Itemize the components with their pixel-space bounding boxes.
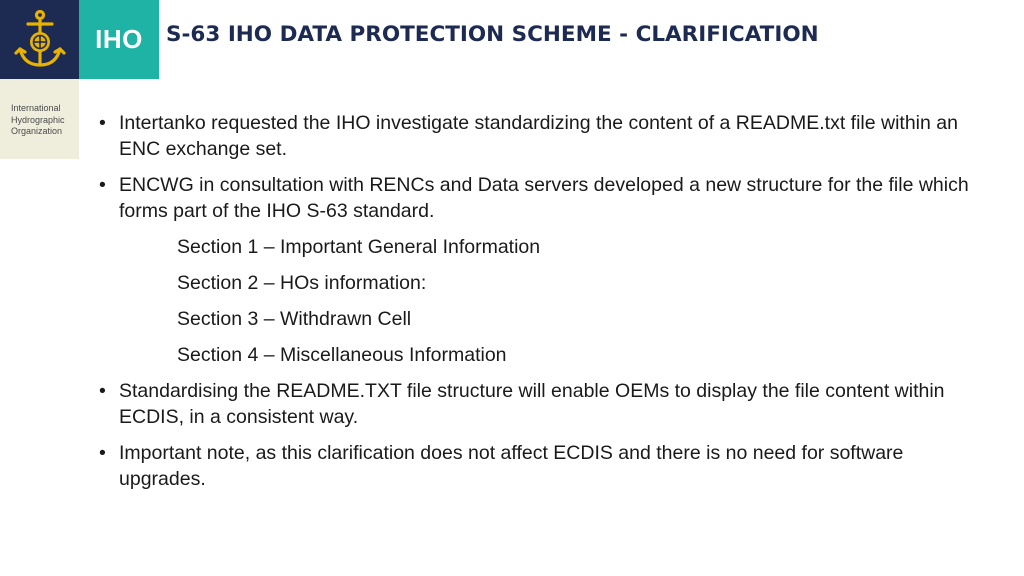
organization-name-panel xyxy=(0,79,79,159)
slide-content xyxy=(97,110,987,502)
iho-emblem xyxy=(0,0,79,79)
organization-name: International Hydrographic Organization xyxy=(11,103,65,136)
iho-abbreviation-logo: IHO xyxy=(79,0,159,79)
section-item-1: Section 1 – Important General Information xyxy=(177,236,541,258)
bullet-item xyxy=(97,440,987,492)
bullet-dot: • xyxy=(99,112,106,134)
bullet-dot: • xyxy=(99,380,106,402)
bullet-text: Standardising the README.TXT file structure will enable OEMs to display the file content within ECDIS, in a consistent way. xyxy=(119,380,945,428)
bullet-text: ENCWG in consultation with RENCs and Data servers developed a new structure for the file which forms part of the IHO S-63 standard. xyxy=(119,174,969,222)
section-item-4: Section 4 – Miscellaneous Information xyxy=(177,344,507,366)
bullet-dot: • xyxy=(99,174,106,196)
bullet-dot: • xyxy=(99,442,106,464)
iho-emblem-icon xyxy=(12,9,68,71)
section-item-3: Section 3 – Withdrawn Cell xyxy=(177,308,412,330)
bullet-item xyxy=(97,378,987,430)
bullet-item xyxy=(97,172,987,224)
section-item-2: Section 2 – HOs information: xyxy=(177,272,427,294)
bullet-item xyxy=(97,110,987,162)
bullet-text: Important note, as this clarification does not affect ECDIS and there is no need for software upgrades. xyxy=(119,442,904,490)
slide-title: S-63 IHO DATA PROTECTION SCHEME - CLARIFICATION xyxy=(166,22,819,47)
bullet-text: Intertanko requested the IHO investigate standardizing the content of a README.txt file within an ENC exchange set. xyxy=(119,112,958,160)
